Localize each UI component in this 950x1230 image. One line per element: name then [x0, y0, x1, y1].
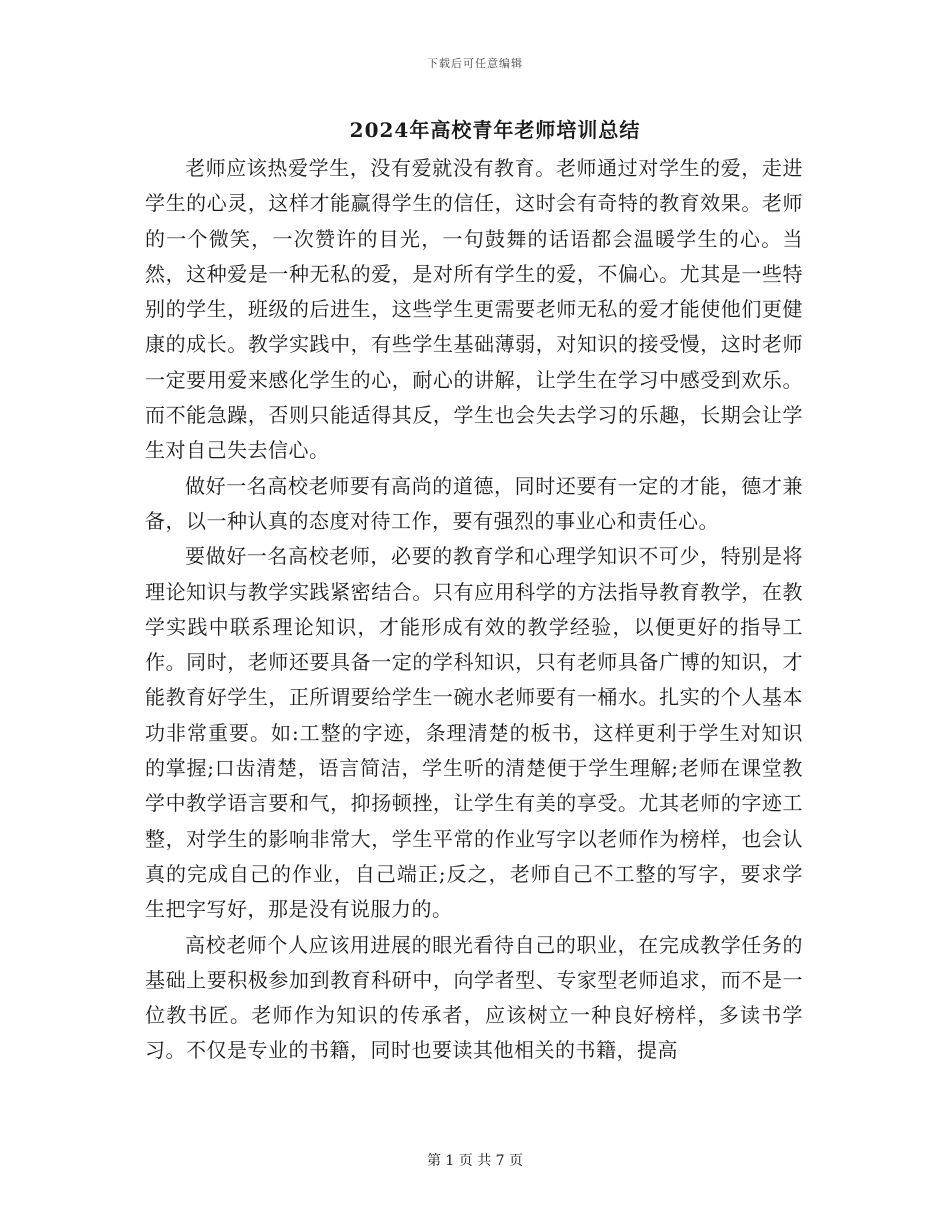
paragraph-4: 高校老师个人应该用进展的眼光看待自己的职业，在完成教学任务的基础上要积极参加到教育科研中，向学者型、专家型老师追求，而不是一位教书匠。老师作为知识的传承者，应该树立一种良好榜样，多读书学习。不仅是专业的书籍，同时也要读其他相关的书籍，提高: [145, 932, 803, 1063]
paragraph-3: 要做好一名高校老师，必要的教育学和心理学知识不可少，特别是将理论知识与教学实践紧密结合。只有应用科学的方法指导教育教学，在教学实践中联系理论知识，才能形成有效的教学经验，以便更好的指导工作。同时，老师还要具备一定的学科知识，只有老师具备广博的知识，才能教育好学生，正所谓要给学生一碗水老师要有一桶水。扎实的个人基本功非常重要。如:工整的字迹，条理清楚的板书，这样更利于学生对知识的掌握;口齿清楚，语言简洁，学生听的清楚便于学生理解;老师在课堂教学中教学语言要和气，抑扬顿挫，让学生有美的享受。尤其老师的字迹工整，对学生的影响非常大，学生平常的作业写字以老师作为榜样，也会认真的完成自己的作业，自己端正;反之，老师自己不工整的写字，要求学生把字写好，那是没有说服力的。: [145, 544, 803, 922]
paragraph-1: 老师应该热爱学生，没有爱就没有教育。老师通过对学生的爱，走进学生的心灵，这样才能赢得学生的信任，这时会有奇特的教育效果。老师的一个微笑，一次赞许的目光，一句鼓舞的话语都会温暖学生的心。当然，这种爱是一种无私的爱，是对所有学生的爱，不偏心。尤其是一些特别的学生，班级的后进生，这些学生更需要老师无私的爱才能使他们更健康的成长。教学实践中，有些学生基础薄弱，对知识的接受慢，这时老师一定要用爱来感化学生的心，耐心的讲解，让学生在学习中感受到欢乐。而不能急躁，否则只能适得其反，学生也会失去学习的乐趣，长期会让学生对自己失去信心。: [145, 156, 803, 463]
page-number: 第 1 页 共 7 页: [426, 1153, 524, 1169]
paragraph-2: 做好一名高校老师要有高尚的道德，同时还要有一定的才能，德才兼备，以一种认真的态度对待工作，要有强烈的事业心和责任心。: [145, 473, 803, 533]
header-note: 下载后可任意编辑: [427, 57, 523, 70]
document-title: 2024年高校青年老师培训总结: [349, 118, 641, 142]
document-body: [145, 151, 803, 1069]
